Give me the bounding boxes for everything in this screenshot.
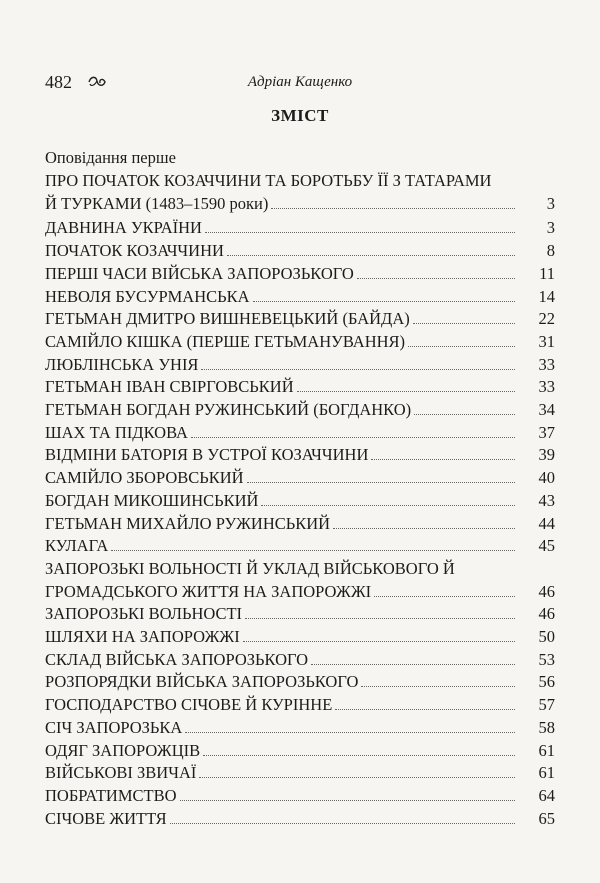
toc-entry-title-line1: ПРО ПОЧАТОК КОЗАЧЧИНИ ТА БОРОТЬБУ ЇЇ З ТАТАРАМИ: [45, 171, 492, 190]
toc-entry: [45, 354, 555, 377]
toc-entry-page: 46: [538, 581, 555, 601]
toc-entry-title: НЕВОЛЯ БУСУРМАНСЬКА: [45, 286, 250, 306]
toc-entry: [45, 399, 555, 422]
toc-entry: [45, 808, 555, 831]
toc-entry-page: 58: [538, 717, 555, 737]
dot-leader: [199, 777, 515, 778]
toc-entry-title: КУЛАГА: [45, 536, 109, 556]
toc-entry-page: 46: [538, 604, 555, 624]
toc-entry-page: 31: [538, 331, 555, 351]
author-name: Адріан Кащенко: [247, 74, 353, 90]
toc-entry: [45, 240, 555, 263]
toc-entry-page: 3: [546, 218, 555, 238]
dot-leader: [297, 391, 515, 392]
toc-entry-page: 33: [538, 377, 555, 397]
dot-leader: [170, 823, 515, 824]
toc-title: ЗМІСТ: [271, 106, 329, 125]
toc-entry-page: 64: [538, 785, 555, 805]
page-number: 482: [45, 72, 72, 92]
toc-entry-title: ГЕТЬМАН ІВАН СВІРГОВСЬКИЙ: [45, 377, 294, 397]
dot-leader: [247, 482, 515, 483]
toc-entry-title: СКЛАД ВІЙСЬКА ЗАПОРОЗЬКОГО: [45, 649, 309, 669]
dot-leader: [271, 208, 515, 209]
toc-entry-title: СІЧОВЕ ЖИТТЯ: [45, 808, 167, 828]
toc-entry-page: 53: [538, 649, 555, 669]
toc-entry-title: ВІДМІНИ БАТОРІЯ В УСТРОЇ КОЗАЧЧИНИ: [45, 445, 369, 465]
dot-leader: [111, 550, 515, 551]
toc-entry-page: 45: [538, 536, 555, 556]
dot-leader: [203, 755, 515, 756]
toc-entry: [45, 490, 555, 513]
dot-leader: [413, 323, 515, 324]
toc-entry-page: 50: [538, 627, 555, 647]
toc-entry: [45, 762, 555, 785]
toc-entry: [45, 649, 555, 672]
toc-entry-page: 39: [538, 445, 555, 465]
toc-entry-page: 14: [538, 286, 555, 306]
toc-entry-title: Й ТУРКАМИ (1483–1590 роки): [45, 193, 269, 213]
dot-leader: [185, 732, 515, 733]
running-header: [45, 72, 555, 96]
toc-entry-page: 43: [538, 490, 555, 510]
toc-entry-title: СІЧ ЗАПОРОЗЬКА: [45, 717, 183, 737]
toc-entry-title: ГЕТЬМАН БОГДАН РУЖИНСЬКИЙ (БОГДАНКО): [45, 400, 412, 420]
toc-entry-page: 44: [538, 513, 555, 533]
toc-entry: [45, 694, 555, 717]
toc-entry-page: 61: [538, 763, 555, 783]
toc-entry: [45, 513, 555, 536]
toc-entry-page: 57: [538, 695, 555, 715]
toc-entry-title: САМІЙЛО ЗБОРОВСЬКИЙ: [45, 468, 244, 488]
toc-entry-title: ПЕРШІ ЧАСИ ВІЙСЬКА ЗАПОРОЗЬКОГО: [45, 263, 354, 283]
toc-entry: [45, 467, 555, 490]
dot-leader: [357, 278, 515, 279]
toc-entry: [45, 558, 555, 603]
toc-entry-title: РОЗПОРЯДКИ ВІЙСЬКА ЗАПОРОЗЬКОГО: [45, 672, 359, 692]
toc-entry: [45, 308, 555, 331]
toc-entry-page: 33: [538, 354, 555, 374]
toc-entry: [45, 603, 555, 626]
toc-entry-page: 8: [546, 241, 555, 261]
toc-entry-title: ПОЧАТОК КОЗАЧЧИНИ: [45, 241, 224, 261]
dot-leader: [180, 800, 515, 801]
toc-entry-page: 40: [538, 468, 555, 488]
toc-entry: [45, 217, 555, 240]
dot-leader: [374, 596, 515, 597]
dot-leader: [243, 641, 515, 642]
toc-entry-title: ПОБРАТИМСТВО: [45, 785, 177, 805]
toc-entry-title: ОДЯГ ЗАПОРОЖЦІВ: [45, 740, 201, 760]
toc-entry-page: 61: [538, 740, 555, 760]
toc-entry: [45, 717, 555, 740]
toc-entry: [45, 170, 555, 215]
toc-entry: [45, 376, 555, 399]
toc-entry-title: ШАХ ТА ПІДКОВА: [45, 422, 188, 442]
dot-leader: [414, 414, 515, 415]
toc-entry: [45, 671, 555, 694]
dot-leader: [245, 618, 515, 619]
toc-entry-page: 34: [538, 400, 555, 420]
toc-entry-page: 22: [538, 309, 555, 329]
toc-entry: [45, 785, 555, 808]
toc-entry: [45, 331, 555, 354]
toc-entry-title: ГЕТЬМАН ДМИТРО ВИШНЕВЕЦЬКИЙ (БАЙДА): [45, 309, 410, 329]
dot-leader: [201, 369, 515, 370]
toc-entry-title: ШЛЯХИ НА ЗАПОРОЖЖІ: [45, 627, 240, 647]
toc-entry-title: ГОСПОДАРСТВО СІЧОВЕ Й КУРІННЕ: [45, 695, 333, 715]
dot-leader: [253, 301, 515, 302]
toc-entry-page: 3: [546, 193, 555, 213]
toc-entry: [45, 422, 555, 445]
toc-entry-title: ГРОМАДСЬКОГО ЖИТТЯ НА ЗАПОРОЖЖІ: [45, 581, 372, 601]
toc-entry-title: БОГДАН МИКОШИНСЬКИЙ: [45, 490, 259, 510]
toc-entry: [45, 535, 555, 558]
dot-leader: [371, 459, 515, 460]
toc-entry-title: ВІЙСЬКОВІ ЗВИЧАЇ: [45, 763, 197, 783]
dot-leader: [311, 664, 515, 665]
toc-list: [45, 170, 555, 830]
toc-entry: [45, 740, 555, 763]
toc-entry-page: 65: [538, 808, 555, 828]
toc-entry-title: САМІЙЛО КІШКА (ПЕРШЕ ГЕТЬМАНУВАННЯ): [45, 331, 406, 351]
dot-leader: [261, 505, 515, 506]
toc-entry-page: 56: [538, 672, 555, 692]
toc-entry-page: 11: [539, 263, 555, 283]
toc-entry-title: ДАВНИНА УКРАЇНИ: [45, 218, 202, 238]
part-heading: Оповідання перше: [45, 148, 176, 167]
toc-entry-title: ГЕТЬМАН МИХАЙЛО РУЖИНСЬКИЙ: [45, 513, 331, 533]
toc-entry: [45, 263, 555, 286]
toc-entry: [45, 444, 555, 467]
dot-leader: [191, 437, 515, 438]
dot-leader: [335, 709, 515, 710]
dot-leader: [205, 232, 515, 233]
dot-leader: [408, 346, 515, 347]
toc-entry-page: 37: [538, 422, 555, 442]
toc-entry: [45, 286, 555, 309]
dot-leader: [227, 255, 515, 256]
toc-entry-title: ЗАПОРОЗЬКІ ВОЛЬНОСТІ: [45, 604, 243, 624]
toc-entry-title-line1: ЗАПОРОЗЬКІ ВОЛЬНОСТІ Й УКЛАД ВІЙСЬКОВОГО Й: [45, 558, 455, 578]
toc-entry: [45, 626, 555, 649]
toc-entry-title: ЛЮБЛІНСЬКА УНІЯ: [45, 354, 199, 374]
dot-leader: [333, 528, 515, 529]
dot-leader: [361, 686, 515, 687]
